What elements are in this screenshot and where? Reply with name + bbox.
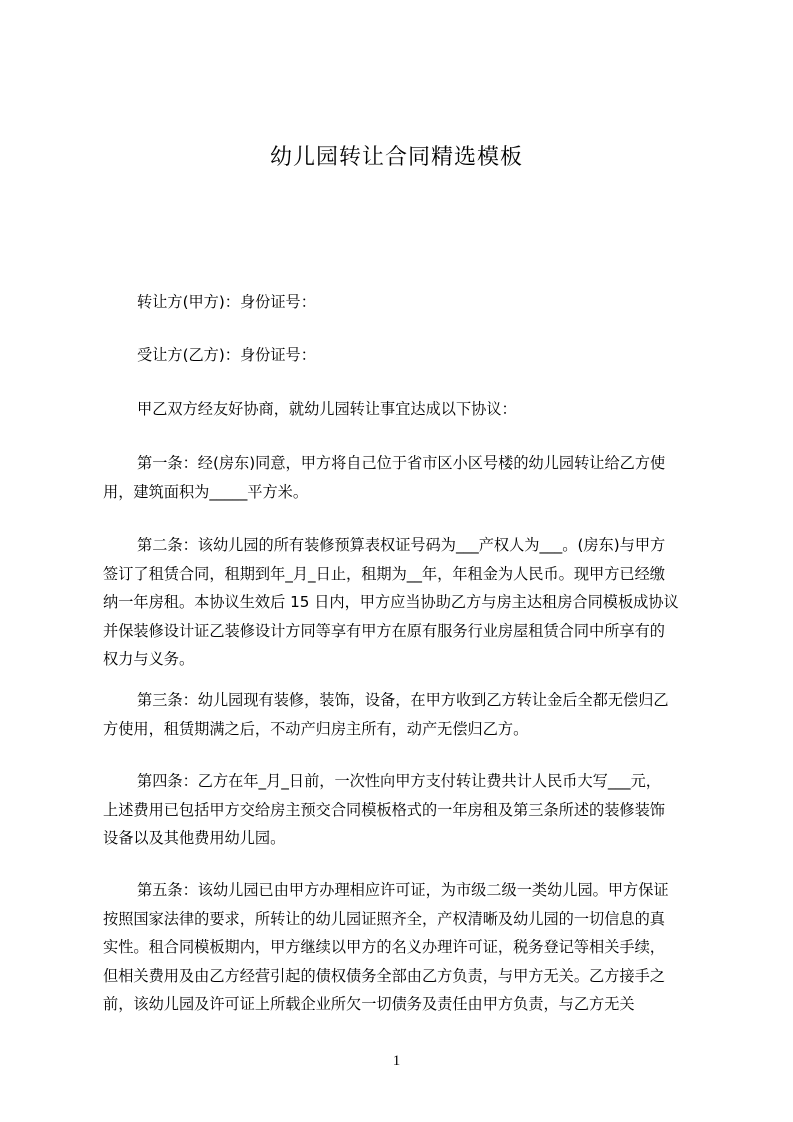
agreement-intro — [103, 395, 700, 424]
paragraph-line: 前，该幼儿园及许可证上所载企业所欠一切债务及责任由甲方负责，与乙方无关 — [103, 995, 635, 1013]
party-b-line — [103, 341, 700, 370]
paragraph-line: 签订了租赁合同，租期到年_月_日止，租期为__年，年租金为人民币。现甲方已经缴 — [103, 564, 665, 583]
paragraph-line: 转让方(甲方)：身份证号： — [137, 293, 316, 311]
paragraph-line: 方使用，租赁期满之后，不动产归房主所有，动产无偿归乙方。 — [103, 719, 529, 738]
paragraph-line: 第五条：该幼儿园已由甲方办理相应许可证，为市级二级一类幼儿园。甲方保证 — [137, 881, 669, 899]
paragraph-line: 上述费用已包括甲方交给房主预交合同模板格式的一年房租及第三条所述的装修装饰 — [103, 800, 665, 819]
document-title: 幼儿园转让合同精选模板 — [269, 145, 523, 170]
paragraph-line: 用，建筑面积为_____平方米。 — [103, 482, 309, 501]
paragraph-line: 按照国家法律的要求，所转让的幼儿园证照齐全，产权清晰及幼儿园的一切信息的真 — [103, 909, 665, 928]
article-1 — [103, 449, 700, 506]
article-2 — [103, 531, 700, 674]
paragraph-line: 受让方(乙方)：身份证号： — [137, 346, 316, 364]
paragraph-line: 第四条：乙方在年_月_日前，一次性向甲方支付转让费共计人民币大写___元， — [137, 772, 661, 790]
paragraph-line: 纳一年房租。本协议生效后 15 日内，甲方应当协助乙方与房主达租房合同模板成协议 — [103, 593, 679, 611]
paragraph-line: 设备以及其他费用幼儿园。 — [103, 829, 286, 847]
paragraph-line: 但相关费用及由乙方经营引起的债权债务全部由乙方负责，与甲方无关。乙方接手之 — [103, 966, 665, 985]
page-number: 1 — [392, 1053, 401, 1069]
paragraph-line: 权力与义务。 — [103, 650, 195, 668]
paragraph-line: 第二条：该幼儿园的所有装修预算表权证号码为___产权人为___。(房东)与甲方 — [137, 536, 666, 554]
paragraph-line: 甲乙双方经友好协商，就幼儿园转让事宜达成以下协议： — [137, 400, 517, 418]
article-4 — [103, 767, 700, 853]
party-a-line — [103, 288, 700, 317]
paragraph-line: 第一条：经(房东)同意，甲方将自己位于省市区小区号楼的幼儿园转让给乙方使 — [137, 454, 666, 472]
article-3 — [103, 686, 700, 743]
paragraph-line: 第三条：幼儿园现有装修，装饰，设备，在甲方收到乙方转让金后全都无偿归乙 — [137, 691, 669, 709]
article-5 — [103, 876, 700, 1019]
paragraph-line: 并保装修设计证乙装修设计方同等享有甲方在原有服务行业房屋租赁合同中所享有的 — [103, 621, 665, 640]
paragraph-line: 实性。租合同模板期内，甲方继续以甲方的名义办理许可证，税务登记等相关手续， — [103, 938, 665, 956]
